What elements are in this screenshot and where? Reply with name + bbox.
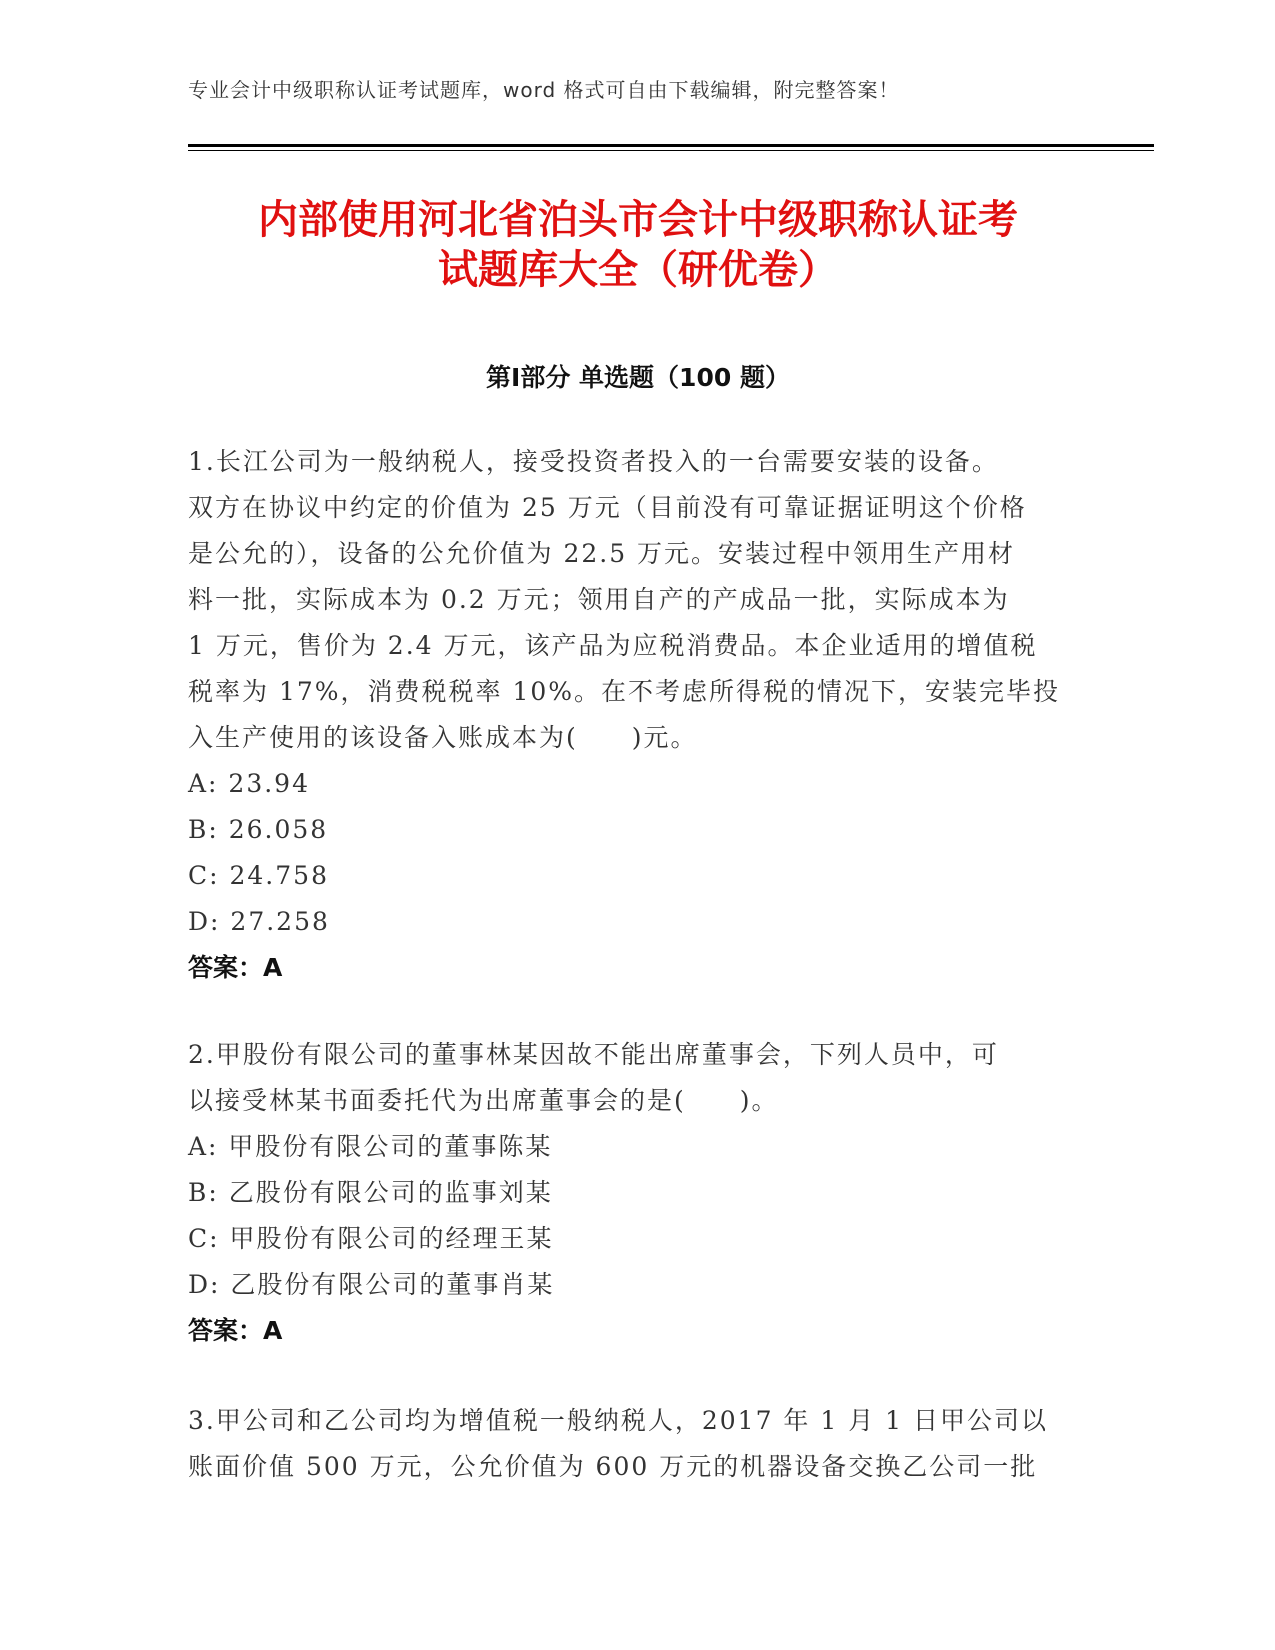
question-3-line-1: 3.甲公司和乙公司均为增值税一般纳税人，2017 年 1 月 1 日甲公司以 bbox=[188, 1406, 1049, 1435]
question-1-answer: 答案：A bbox=[188, 953, 283, 982]
question-1-option-a: A: 23.94 bbox=[188, 769, 310, 798]
question-1 bbox=[188, 439, 1088, 991]
question-2-option-b: B: 乙股份有限公司的监事刘某 bbox=[188, 1178, 553, 1207]
question-1-line-7: 入生产使用的该设备入账成本为( )元。 bbox=[188, 723, 698, 752]
question-2 bbox=[188, 1032, 1088, 1354]
question-2-line-2: 以接受林某书面委托代为出席董事会的是( )。 bbox=[188, 1086, 779, 1115]
document-title bbox=[188, 195, 1088, 295]
question-2-line-1: 2.甲股份有限公司的董事林某因故不能出席董事会，下列人员中，可 bbox=[188, 1040, 999, 1069]
question-1-line-3: 是公允的），设备的公允价值为 22.5 万元。安装过程中领用生产用材 bbox=[188, 539, 1016, 568]
header-rule-thick bbox=[188, 144, 1154, 147]
question-1-option-d: D: 27.258 bbox=[188, 907, 330, 936]
document-title-line-1: 内部使用河北省泊头市会计中级职称认证考 bbox=[258, 197, 1018, 243]
question-2-option-c: C: 甲股份有限公司的经理王某 bbox=[188, 1224, 554, 1253]
question-2-option-a: A: 甲股份有限公司的董事陈某 bbox=[188, 1132, 553, 1161]
question-1-line-6: 税率为 17%，消费税税率 10%。在不考虑所得税的情况下，安装完毕投 bbox=[188, 677, 1061, 706]
question-1-line-2: 双方在协议中约定的价值为 25 万元（目前没有可靠证据证明这个价格 bbox=[188, 493, 1027, 522]
question-2-answer: 答案：A bbox=[188, 1316, 283, 1345]
question-1-line-1: 1.长江公司为一般纳税人，接受投资者投入的一台需要安装的设备。 bbox=[188, 447, 999, 476]
question-1-option-b: B: 26.058 bbox=[188, 815, 329, 844]
document-title-line-2: 试题库大全（研优卷） bbox=[438, 247, 838, 293]
question-3 bbox=[188, 1398, 1088, 1490]
question-1-option-c: C: 24.758 bbox=[188, 861, 329, 890]
section-title: 第Ⅰ部分 单选题（100 题） bbox=[486, 363, 790, 392]
question-1-line-4: 料一批，实际成本为 0.2 万元；领用自产的产成品一批，实际成本为 bbox=[188, 585, 1010, 614]
question-2-option-d: D: 乙股份有限公司的董事肖某 bbox=[188, 1270, 555, 1299]
header-note: 专业会计中级职称认证考试题库，word 格式可自由下载编辑，附完整答案！ bbox=[188, 78, 900, 102]
header-rule-thin bbox=[188, 150, 1154, 151]
question-1-line-5: 1 万元，售价为 2.4 万元，该产品为应税消费品。本企业适用的增值税 bbox=[188, 631, 1038, 660]
question-3-line-2: 账面价值 500 万元，公允价值为 600 万元的机器设备交换乙公司一批 bbox=[188, 1452, 1038, 1481]
